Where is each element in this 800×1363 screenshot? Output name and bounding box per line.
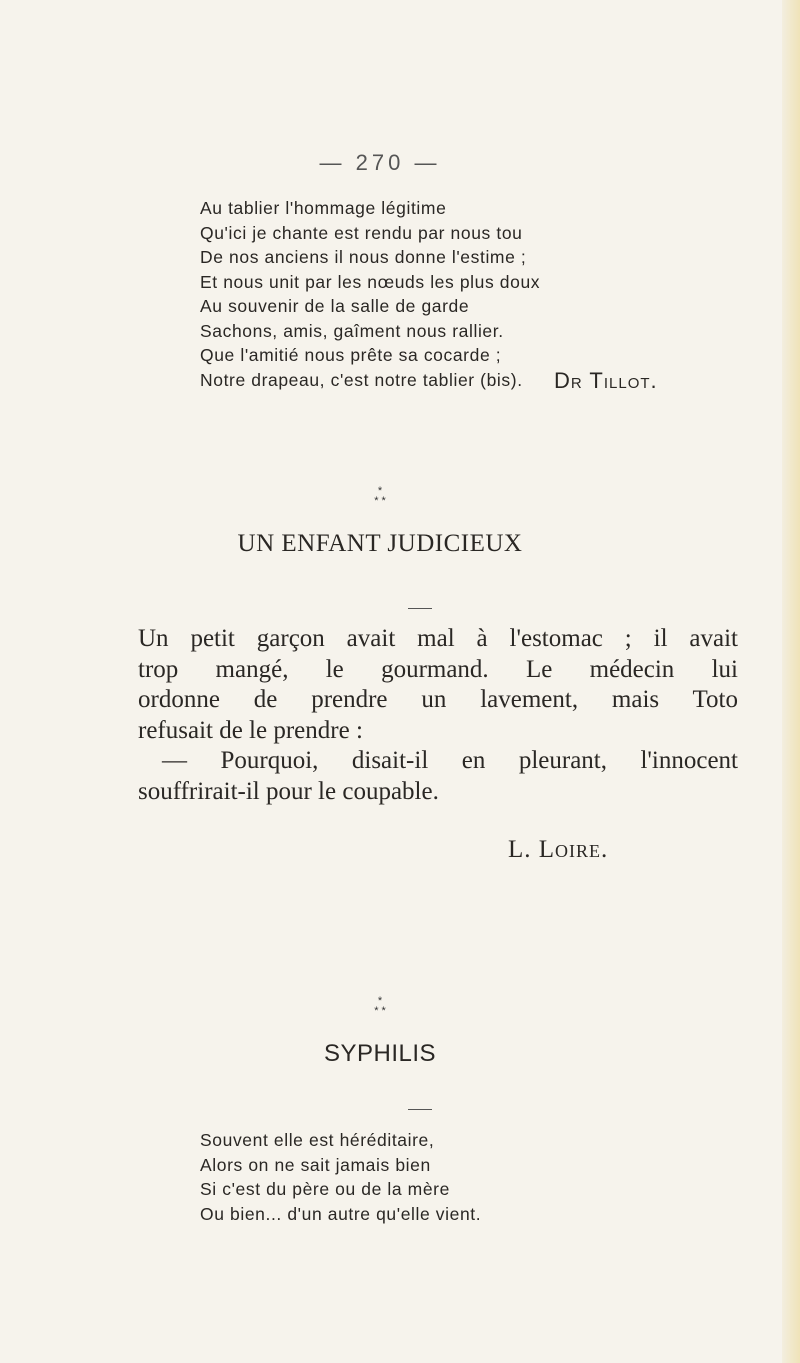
title-dash	[408, 608, 432, 609]
story-title: UN ENFANT JUDICIEUX	[237, 530, 523, 557]
story-text	[138, 624, 738, 808]
poem-line: Qu'ici je chante est rendu par nous tou	[200, 222, 523, 243]
asterism-top: *	[377, 485, 383, 497]
page-number: — 270 —	[319, 150, 441, 175]
page-edge	[782, 0, 800, 1363]
story-line: — Pourquoi, disait-il en pleurant, l'innocent	[162, 747, 738, 775]
asterism-separator	[0, 486, 760, 506]
poem-signature: Dr Tillot.	[554, 368, 658, 393]
poem-line: Et nous unit par les nœuds les plus doux	[200, 271, 541, 292]
poem-line: De nos anciens il nous donne l'estime ;	[200, 247, 527, 267]
story-line: trop mangé, le gourmand. Le médecin lui	[138, 655, 738, 683]
verse-line: Alors on ne sait jamais bien	[200, 1154, 431, 1175]
story-line: souffrirait-il pour le coupable.	[138, 777, 439, 805]
asterism-separator	[0, 996, 760, 1016]
asterism-bottom: * *	[374, 495, 386, 507]
verse-line: Ou bien... d'un autre qu'elle vient.	[200, 1203, 482, 1224]
story-line: ordonne de prendre un lavement, mais Toto	[138, 686, 738, 714]
verse-line: Souvent elle est héréditaire,	[200, 1130, 435, 1150]
poem-line: Notre drapeau, c'est notre tablier (bis).	[200, 369, 523, 390]
syphilis-title: SYPHILIS	[323, 1040, 437, 1067]
poem-stanza	[200, 196, 720, 392]
story-signature: L. Loire.	[508, 836, 609, 863]
asterism-bottom: * *	[374, 1005, 386, 1017]
asterism-top: *	[377, 995, 383, 1007]
syphilis-verse	[200, 1128, 720, 1226]
poem-line: Au tablier l'hommage légitime	[200, 198, 447, 218]
verse-line: Si c'est du père ou de la mère	[200, 1179, 450, 1199]
title-dash	[408, 1109, 432, 1110]
poem-line: Sachons, amis, gaîment nous rallier.	[200, 320, 504, 341]
story-line: Un petit garçon avait mal à l'estomac ; il avait	[138, 625, 738, 652]
story-line: refusait de le prendre :	[138, 716, 363, 744]
poem-line: Au souvenir de la salle de garde	[200, 296, 470, 316]
poem-line: Que l'amitié nous prête sa cocarde ;	[200, 345, 502, 365]
